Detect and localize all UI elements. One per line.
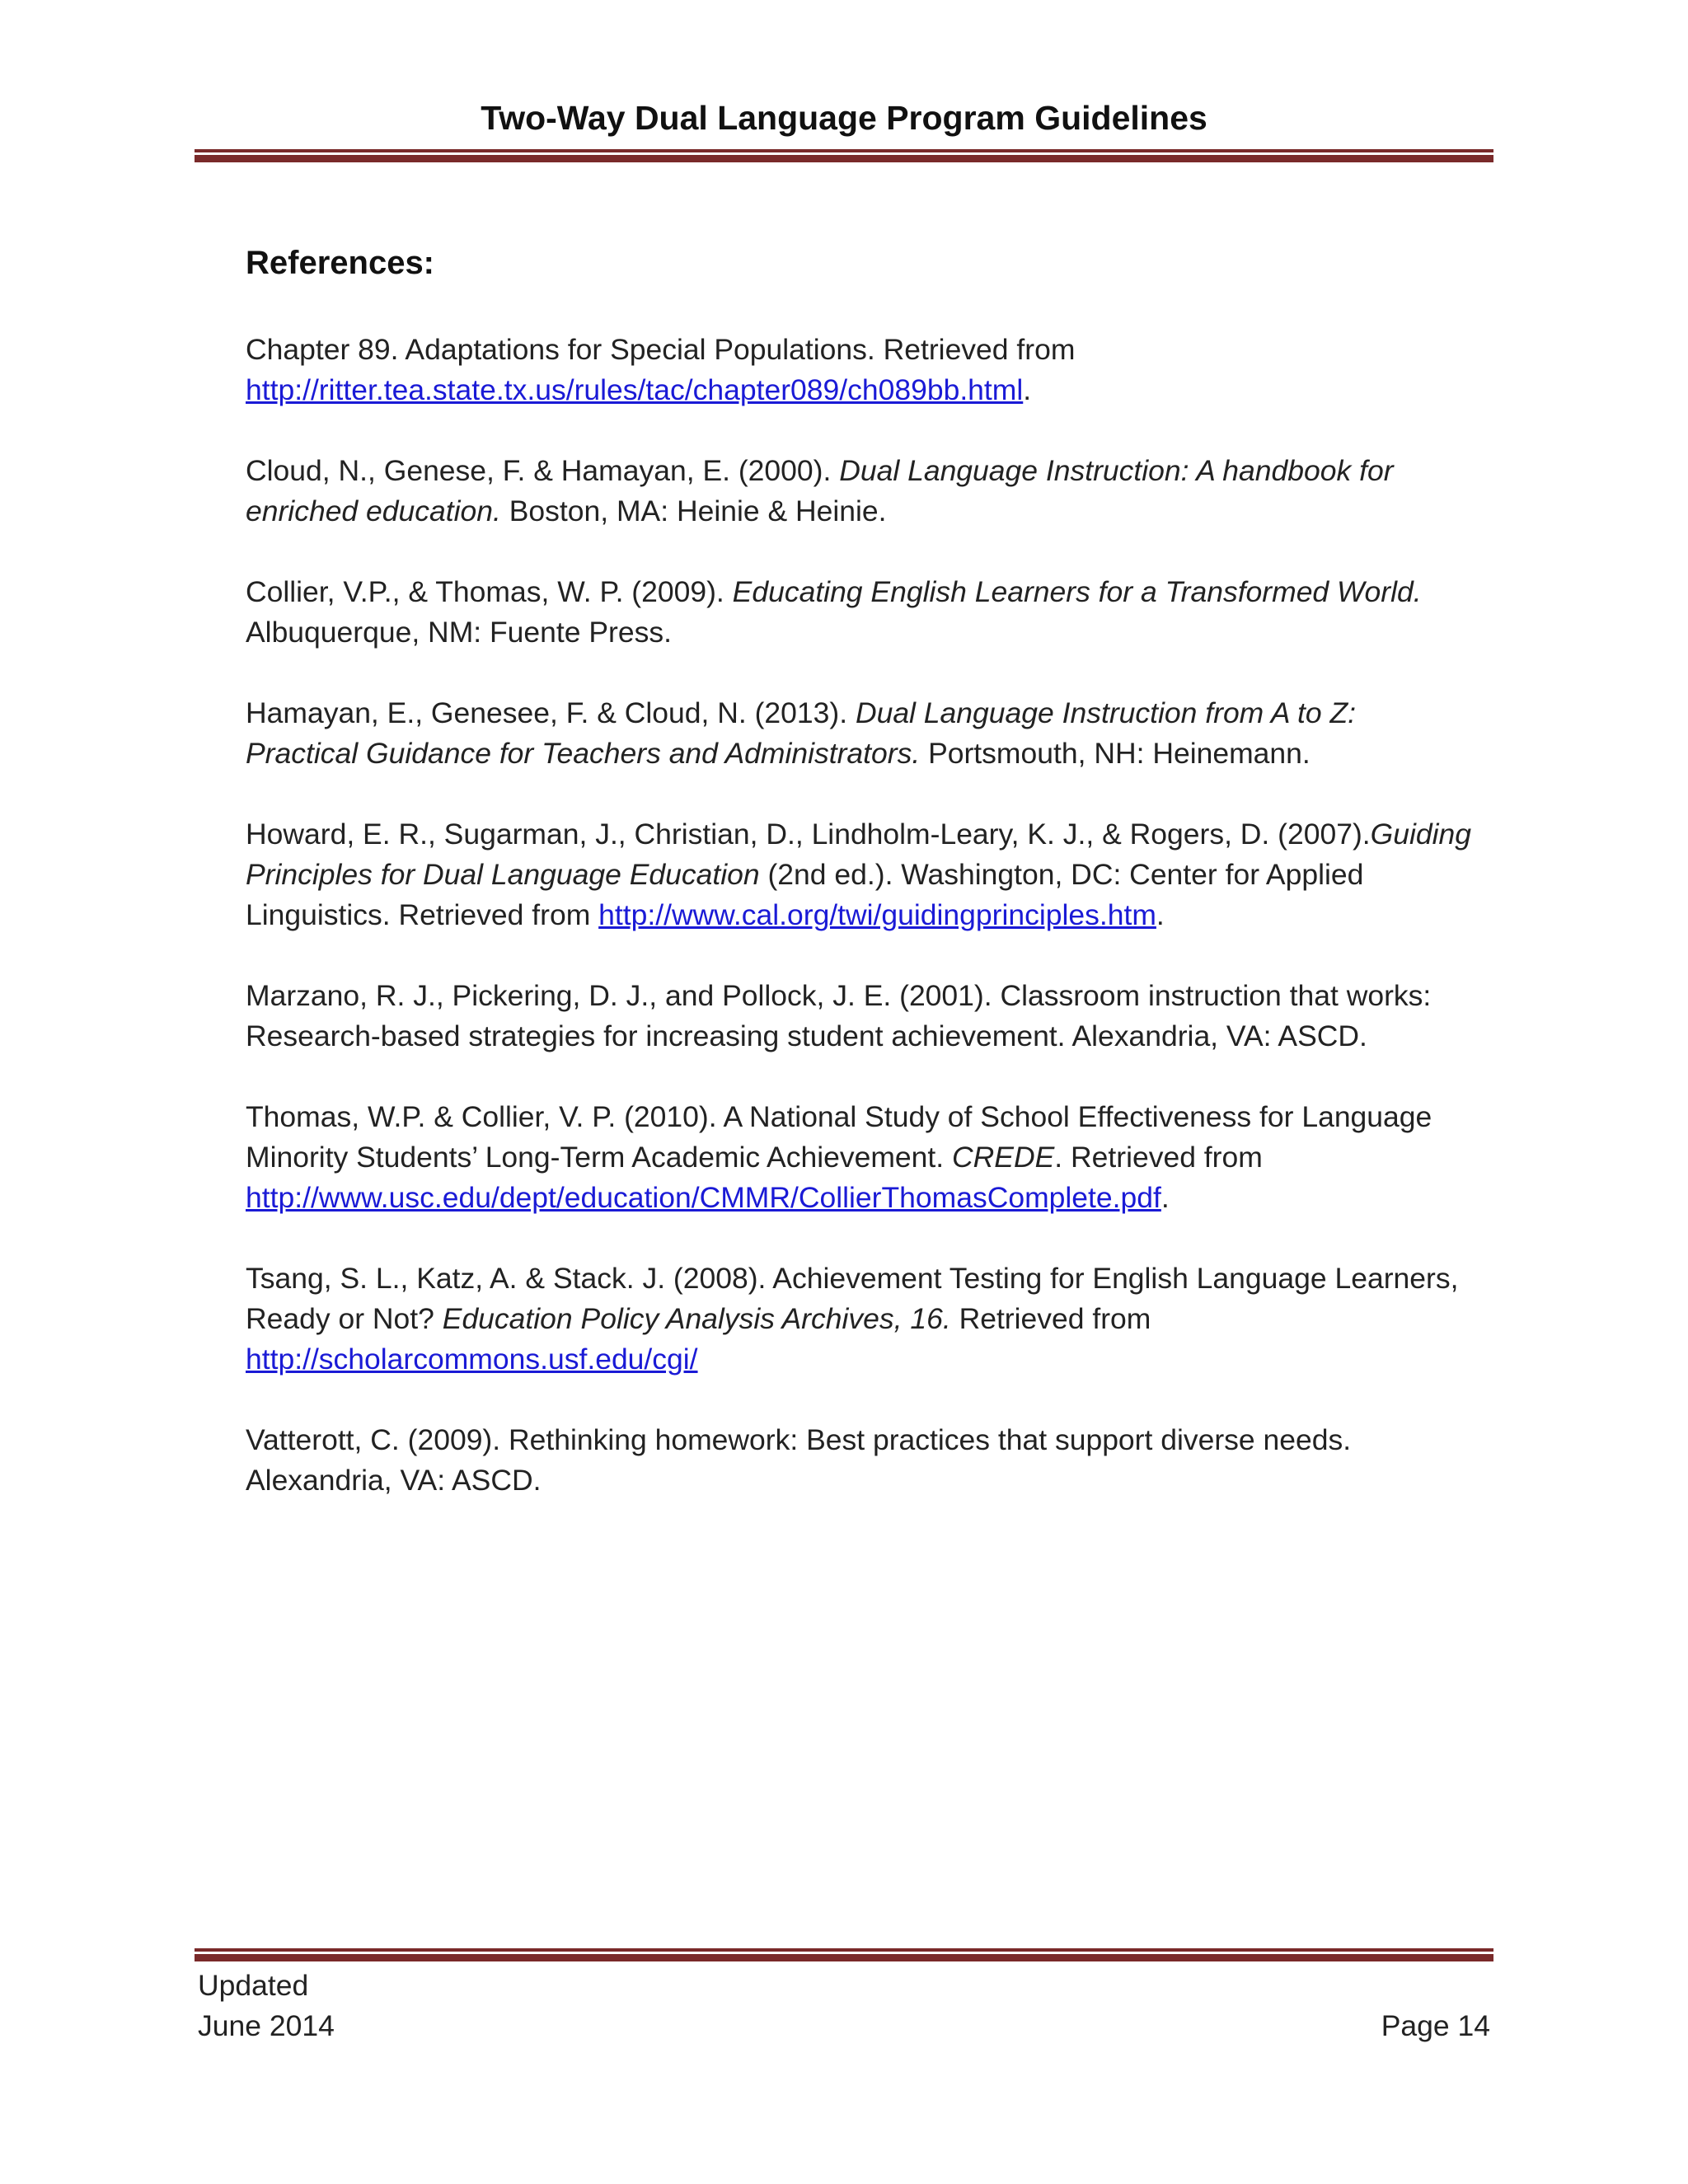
reference-text: . (1156, 898, 1165, 931)
footer-updated-label: Updated (198, 1969, 309, 2002)
reference-text: . (1023, 373, 1032, 406)
reference-link[interactable]: http://www.cal.org/twi/guidingprinciples.htm (598, 898, 1156, 931)
reference-text: Minority Students’ Long-Term Academic Achievement. (246, 1141, 952, 1174)
reference-text: Collier, V.P., & Thomas, W. P. (2009). (246, 575, 733, 608)
reference-text: Research-based strategies for increasing student achievement. Alexandria, VA: ASCD. (246, 1019, 1367, 1052)
footer-updated (198, 1966, 335, 2046)
reference-item (246, 1420, 1482, 1501)
reference-text: Thomas, W.P. & Collier, V. P. (2010). A National Study of School Effectiveness for Language (246, 1100, 1432, 1133)
footer-date: June 2014 (198, 2009, 335, 2042)
reference-text: Boston, MA: Heinie & Heinie. (500, 494, 887, 527)
reference-item (246, 451, 1482, 532)
reference-item (246, 330, 1482, 410)
reference-text: Hamayan, E., Genesee, F. & Cloud, N. (2013). (246, 696, 856, 729)
reference-text: . (1160, 1181, 1170, 1214)
reference-item (246, 976, 1482, 1057)
reference-text: Albuquerque, NM: Fuente Press. (246, 616, 672, 649)
reference-link[interactable]: http://ritter.tea.state.tx.us/rules/tac/chapter089/ch089bb.html (246, 373, 1024, 406)
reference-title: enriched education. (246, 494, 501, 527)
reference-title: CREDE (952, 1141, 1055, 1174)
reference-text: Ready or Not? (246, 1302, 443, 1335)
reference-title: Education Policy Analysis Archives, 16. (442, 1302, 951, 1335)
reference-title: Principles for Dual Language Education (246, 858, 760, 891)
page-number: Page 14 (1381, 2009, 1490, 2042)
reference-text: Tsang, S. L., Katz, A. & Stack. J. (2008). Achievement Testing for English Language Learners, (246, 1262, 1459, 1295)
document-header-title: Two-Way Dual Language Program Guidelines (481, 99, 1207, 137)
reference-text: (2nd ed.). Washington, DC: Center for Applied (759, 858, 1364, 891)
reference-text: Vatterott, C. (2009). Rethinking homework: Best practices that support diverse needs. (246, 1423, 1352, 1456)
reference-link[interactable]: http://scholarcommons.usf.edu/cgi/ (246, 1343, 698, 1376)
reference-title: Dual Language Instruction: A handbook for (839, 454, 1394, 487)
reference-text: Howard, E. R., Sugarman, J., Christian, D., Lindholm-Leary, K. J., & Rogers, D. (2007). (246, 818, 1371, 851)
references-heading: References: (246, 245, 435, 281)
reference-item (246, 814, 1482, 935)
reference-text: Marzano, R. J., Pickering, D. J., and Pollock, J. E. (2001). Classroom instruction that works: (246, 979, 1432, 1012)
reference-text: Portsmouth, NH: Heinemann. (920, 737, 1311, 770)
reference-text: Retrieved from (950, 1302, 1151, 1335)
reference-title: Practical Guidance for Teachers and Administrators. (246, 737, 921, 770)
reference-text: Alexandria, VA: ASCD. (246, 1464, 542, 1497)
reference-item (246, 693, 1482, 774)
reference-title: Dual Language Instruction from A to Z: (855, 696, 1357, 729)
reference-title: Guiding (1370, 818, 1472, 851)
reference-title: Educating English Learners for a Transformed World. (732, 575, 1422, 608)
reference-text: . Retrieved from (1054, 1141, 1263, 1174)
references-list (246, 330, 1482, 1541)
reference-link[interactable]: http://www.usc.edu/dept/education/CMMR/CollierThomasComplete.pdf (246, 1181, 1161, 1214)
reference-text: Cloud, N., Genese, F. & Hamayan, E. (2000). (246, 454, 840, 487)
reference-item (246, 1258, 1482, 1380)
reference-text: Chapter 89. Adaptations for Special Populations. Retrieved from (246, 333, 1076, 366)
reference-text: Linguistics. Retrieved from (246, 898, 599, 931)
footer-divider (195, 1948, 1493, 1961)
header-divider (195, 149, 1493, 162)
reference-item (246, 1097, 1482, 1218)
reference-item (246, 572, 1482, 653)
